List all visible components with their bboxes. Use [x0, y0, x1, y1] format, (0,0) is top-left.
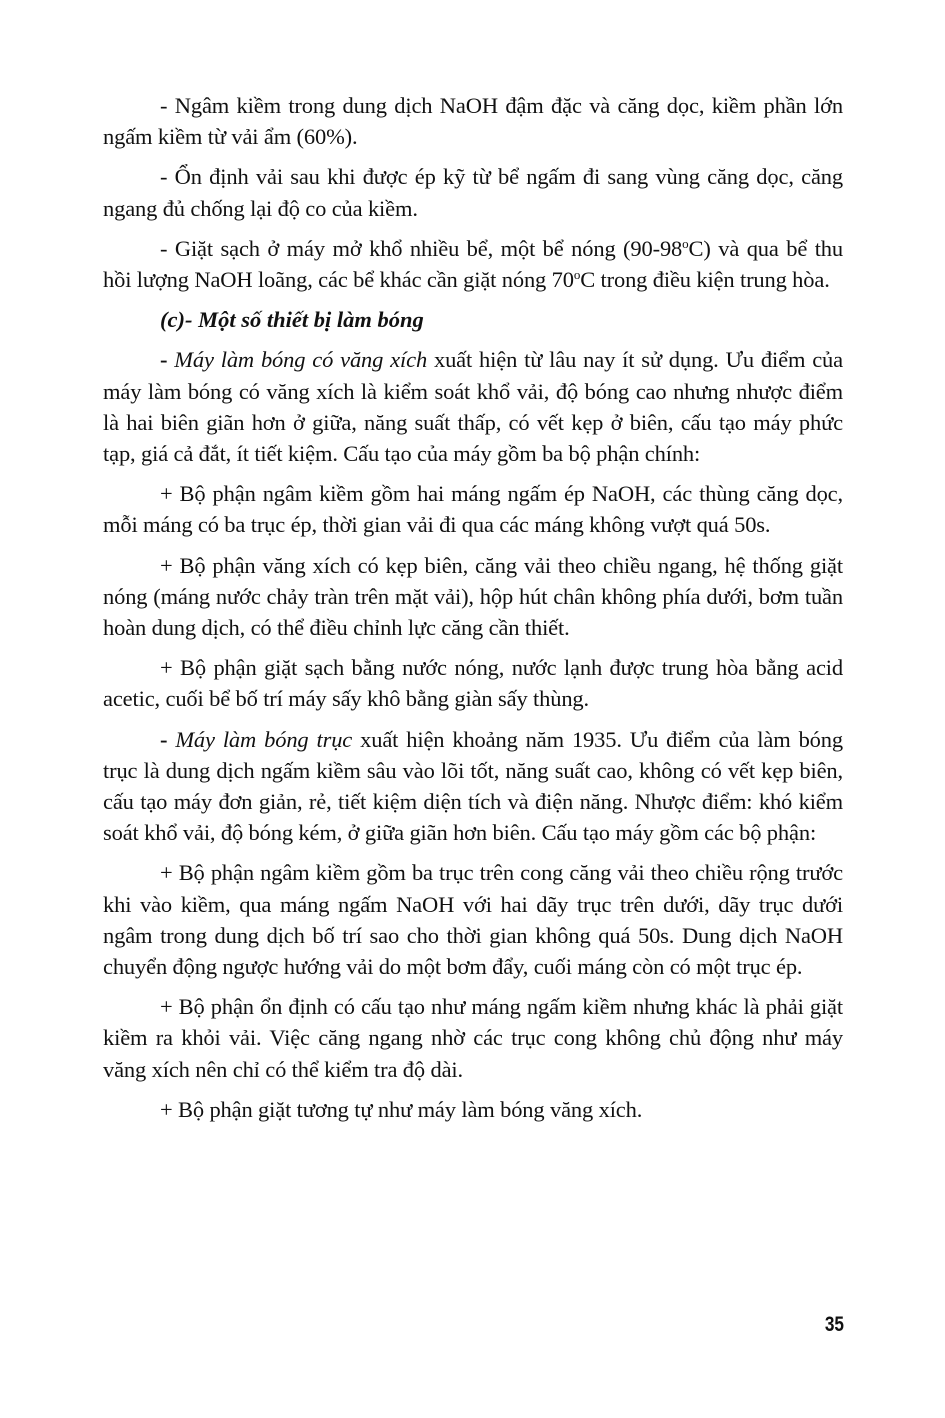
washing-text-1: - Giặt sạch ở máy mở khổ nhiều bể, một bể nóng (90-98 [160, 235, 683, 261]
chain-part-washing: + Bộ phận giặt sạch bằng nước nóng, nước lạnh được trung hòa bằng acid acetic, cuối bể bố trí máy sấy khô bằng giàn sấy thùng. [103, 655, 843, 712]
roller-part-stabilizing: + Bộ phận ổn định có cấu tạo như máng ngấm kiềm nhưng khác là phải giặt kiềm ra khỏi vải. Việc căng ngang nhờ các trục cong không chủ động như máy văng xích nên chỉ có thể kiểm tra độ dài. [103, 994, 843, 1082]
bullet-dash: - [160, 347, 168, 373]
page-body [103, 90, 843, 1134]
roller-description: xuất hiện khoảng năm 1935. Ưu điểm của làm bóng trục là dung dịch ngấm kiềm sâu vào lõi tốt, năng suất cao, không có vết kẹp biên, cấu tạo máy đơn giản, rẻ, tiết kiệm diện tích và điện năng. Nhược điểm: khó kiểm soát khổ vải, độ bóng kém, ở giữa giãn hơn biên. Cấu tạo máy gồm các bộ phận: [103, 726, 843, 846]
paragraph-stabilization: - Ổn định vải sau khi được ép kỹ từ bể ngấm đi sang vùng căng dọc, căng ngang đủ chống lại độ co của kiềm. [103, 164, 843, 221]
page-number: 35 [824, 1313, 844, 1336]
chain-part-stenter: + Bộ phận văng xích có kẹp biên, căng vải theo chiều ngang, hệ thống giặt nóng (máng nước chảy tràn trên mặt vải), hộp hút chân không phía dưới, bơm tuần hoàn dung dịch, có thể điều chỉnh lực căng cần thiết. [103, 552, 843, 641]
roller-part-washing: + Bộ phận giặt tương tự như máy làm bóng văng xích. [160, 1096, 643, 1122]
machine-name-roller: Máy làm bóng trục [167, 726, 353, 752]
paragraph-washing [103, 233, 843, 295]
bullet-dash: - [160, 726, 168, 752]
paragraph-alkali-soaking: - Ngâm kiềm trong dung dịch NaOH đậm đặc và căng dọc, kiềm phần lớn ngấm kiềm từ vải ẩm (60%). [103, 93, 843, 150]
washing-text-3: C trong điều kiện trung hòa. [580, 267, 830, 293]
roller-part-soaking: + Bộ phận ngâm kiềm gồm ba trục trên cong căng vải theo chiều rộng trước khi vào kiềm, qua máng ngấm NaOH với hai dãy trục trên dưới, dãy trục dưới ngâm trong dung dịch bố trí sao cho thời gian không quá 50s. Dung dịch NaOH chuyển động ngược hướng vải do một bơm đẩy, cuối máng còn có một trục ép. [103, 860, 843, 980]
washing-text-2: C) và qua bể thu hồi lượng NaOH loãng, các bể khác cần giặt nóng 70 [103, 235, 844, 293]
chain-description: xuất hiện từ lâu nay ít sử dụng. Ưu điểm của máy làm bóng có văng xích là kiểm soát khổ vải, độ bóng cao nhưng nhược điểm là hai biên giãn hơn ở giữa, năng suất thấp, có vết kẹp ở biên, cấu tạo máy phức tạp, giá cả đắt, ít tiết kiệm. Cấu tạo của máy gồm ba bộ phận chính: [103, 347, 843, 467]
chain-part-soaking: + Bộ phận ngâm kiềm gồm hai máng ngấm ép NaOH, các thùng căng dọc, mỗi máng có ba trục ép, thời gian vải đi qua các máng không vượt quá 50s. [103, 481, 843, 538]
degree-superscript: o [573, 267, 581, 283]
section-heading: (c)- Một số thiết bị làm bóng [160, 307, 424, 333]
paragraph-roller-mercerizer [103, 724, 843, 849]
degree-superscript: o [682, 235, 689, 251]
paragraph-chain-mercerizer [103, 344, 843, 469]
machine-name-chain: Máy làm bóng có văng xích [167, 347, 428, 373]
